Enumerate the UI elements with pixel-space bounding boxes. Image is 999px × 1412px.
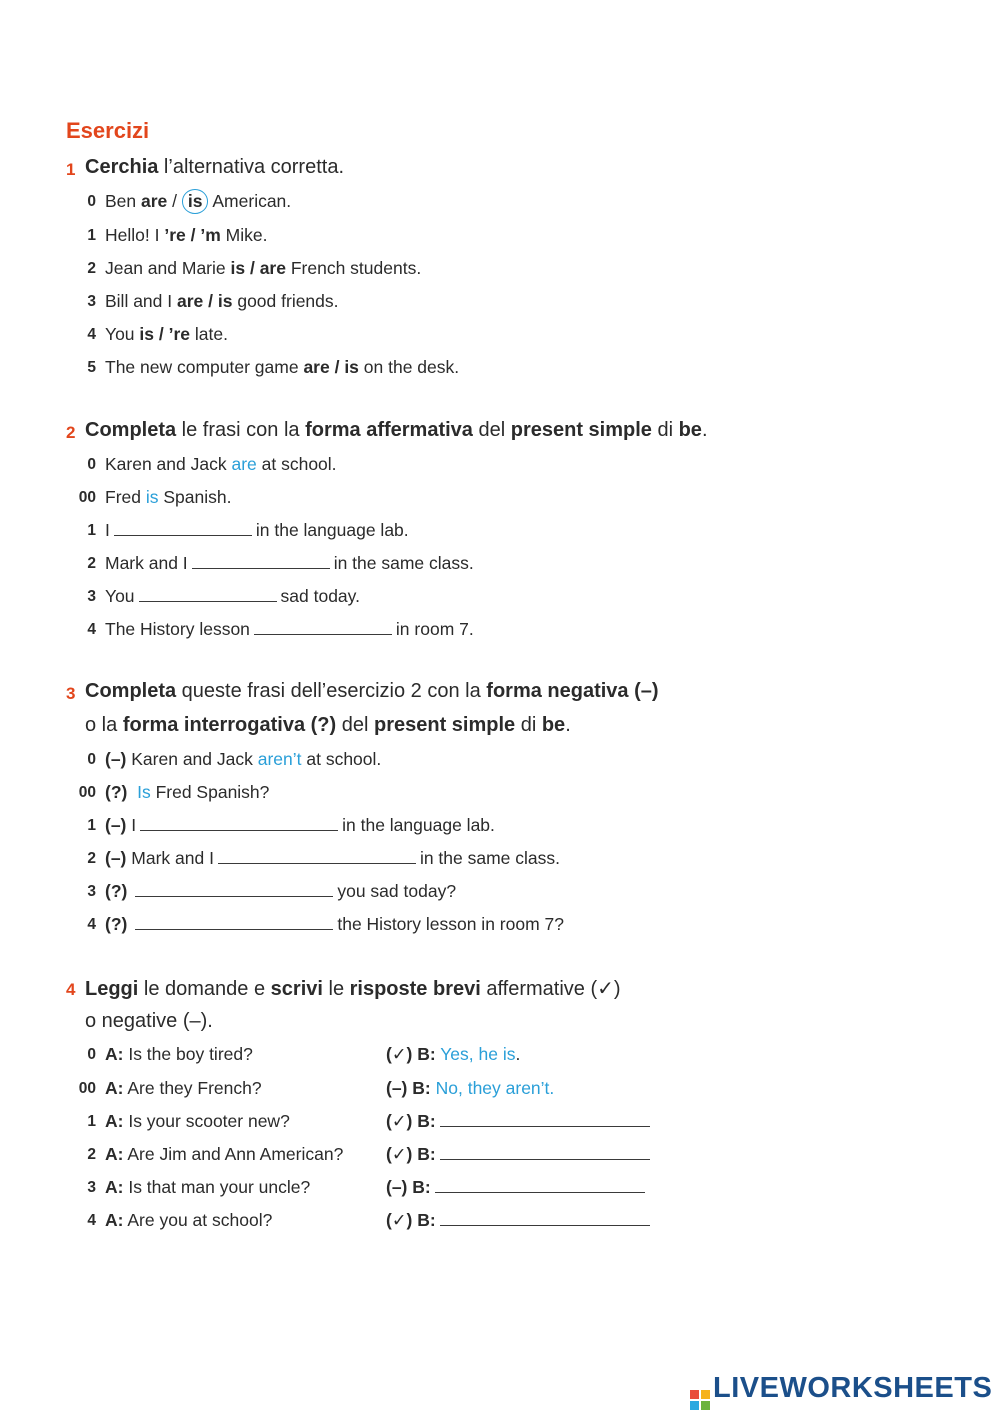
option-a[interactable]: are [141,191,168,211]
ex4-answer-1: (✓) B: [386,1111,654,1132]
ex4-answer-00: (–) B: No, they aren’t. [386,1078,555,1098]
ex2-example-00: Fred is Spanish. [105,487,232,507]
option-a[interactable]: are [176,291,204,311]
ex1-item-5: The new computer game are / is on the desk. [105,357,460,377]
ex4-question-1: A: Is your scooter new? [105,1111,290,1131]
option-a[interactable]: are [303,357,330,377]
item-number: 5 [87,359,96,376]
item-number: 2 [87,1146,96,1163]
liveworksheets-logo[interactable] [690,1372,992,1410]
ex4-answer-4: (✓) B: [386,1210,654,1231]
option-a[interactable]: ’re [164,225,186,245]
exercise-3-number: 3 [66,684,76,703]
item-number: 1 [87,227,96,244]
ex3-item-3: (?) you sad today? [105,881,457,901]
ex2-item-3: You sad today. [105,586,360,606]
ex4-question-2: A: Are Jim and Ann American? [105,1144,344,1164]
exercise-4-instruction-line-2: o negative (–). [85,1010,213,1032]
item-number: 1 [87,522,96,539]
ex3-item-2: (–) Mark and I in the same class. [105,848,560,868]
ex3-example-00: (?) Is Fred Spanish? [105,782,270,802]
answer-blank[interactable] [254,633,392,635]
item-number: 0 [87,193,96,210]
answer-blank[interactable] [435,1191,645,1193]
item-number: 2 [87,555,96,572]
ex4-answer-2: (✓) B: [386,1144,654,1165]
ex2-item-1: I in the language lab. [105,520,409,540]
answer-blank[interactable] [114,534,252,536]
ex4-question-3: A: Is that man your uncle? [105,1177,311,1197]
example-answer: Is [137,782,151,802]
item-number: 2 [87,260,96,277]
answer-blank[interactable] [440,1158,650,1160]
option-a[interactable]: is [230,258,246,278]
option-b[interactable]: is [217,291,233,311]
answer-blank[interactable] [192,567,330,569]
ex3-item-1: (–) I in the language lab. [105,815,495,835]
exercise-3-instruction-line-1: Completa queste frasi dell’esercizio 2 con la forma negativa (–) [85,680,659,702]
example-answer: is [145,487,159,507]
item-number: 3 [87,883,96,900]
item-number: 3 [87,293,96,310]
item-number: 0 [87,1046,96,1063]
logo-text: LIVEWORKSHEETS [713,1372,993,1404]
item-number: 3 [87,588,96,605]
ex1-item-0: Ben are / is American. [105,191,291,212]
option-b[interactable]: is [344,357,359,377]
option-b[interactable]: ’re [168,324,191,344]
answer-blank[interactable] [135,928,333,930]
ex3-item-4: (?) the History lesson in room 7? [105,914,564,934]
answer-blank[interactable] [135,895,333,897]
ex4-question-4: A: Are you at school? [105,1210,273,1230]
exercise-4-number: 4 [66,980,76,999]
ex4-question-0: A: Is the boy tired? [105,1044,253,1064]
answer-blank[interactable] [218,862,416,864]
item-number: 4 [87,326,96,343]
item-number: 4 [87,916,96,933]
ex2-example-0: Karen and Jack are at school. [105,454,337,474]
item-number: 00 [78,1080,96,1097]
option-b[interactable]: are [259,258,286,278]
exercise-2-number: 2 [66,423,76,442]
item-number: 0 [87,751,96,768]
option-b-circled[interactable]: is [182,189,209,214]
example-answer: are [231,454,257,474]
item-number: 00 [78,784,96,801]
ex2-item-2: Mark and I in the same class. [105,553,474,573]
item-number: 00 [78,489,96,506]
answer-blank[interactable] [440,1224,650,1226]
answer-blank[interactable] [139,600,277,602]
item-number: 3 [87,1179,96,1196]
ex4-question-00: A: Are they French? [105,1078,262,1098]
exercise-1-instruction: Cerchia l’alternativa corretta. [85,156,345,178]
exercise-3-instruction-line-2: o la forma interrogativa (?) del present simple di be. [85,714,571,736]
exercise-2-instruction: Completa le frasi con la forma affermativa del present simple di be. [85,419,708,441]
item-number: 0 [87,456,96,473]
exercise-1-number: 1 [66,160,76,179]
ex1-item-2: Jean and Marie is / are French students. [105,258,422,278]
item-number: 1 [87,817,96,834]
item-number: 4 [87,621,96,638]
answer-blank[interactable] [440,1125,650,1127]
item-number: 4 [87,1212,96,1229]
example-answer: No, they aren’t. [435,1078,555,1098]
item-number: 2 [87,850,96,867]
item-number: 1 [87,1113,96,1130]
option-a[interactable]: is [139,324,155,344]
option-b[interactable]: ’m [200,225,221,245]
answer-blank[interactable] [140,829,338,831]
example-answer: Yes, he is [440,1044,516,1064]
example-answer: aren’t [257,749,302,769]
ex4-answer-3: (–) B: [386,1177,649,1198]
exercise-4-instruction-line-1: Leggi le domande e scrivi le risposte brevi affermative (✓) [85,978,621,1000]
ex4-answer-0: (✓) B: Yes, he is. [386,1044,521,1064]
ex1-item-1: Hello! I ’re / ’m Mike. [105,225,268,245]
ex1-item-4: You is / ’re late. [105,324,228,344]
ex2-item-4: The History lesson in room 7. [105,619,474,639]
logo-mark-icon [690,1390,710,1410]
ex1-item-3: Bill and I are / is good friends. [105,291,339,311]
ex3-example-0: (–) Karen and Jack aren’t at school. [105,749,382,769]
page-title: Esercizi [66,118,150,143]
